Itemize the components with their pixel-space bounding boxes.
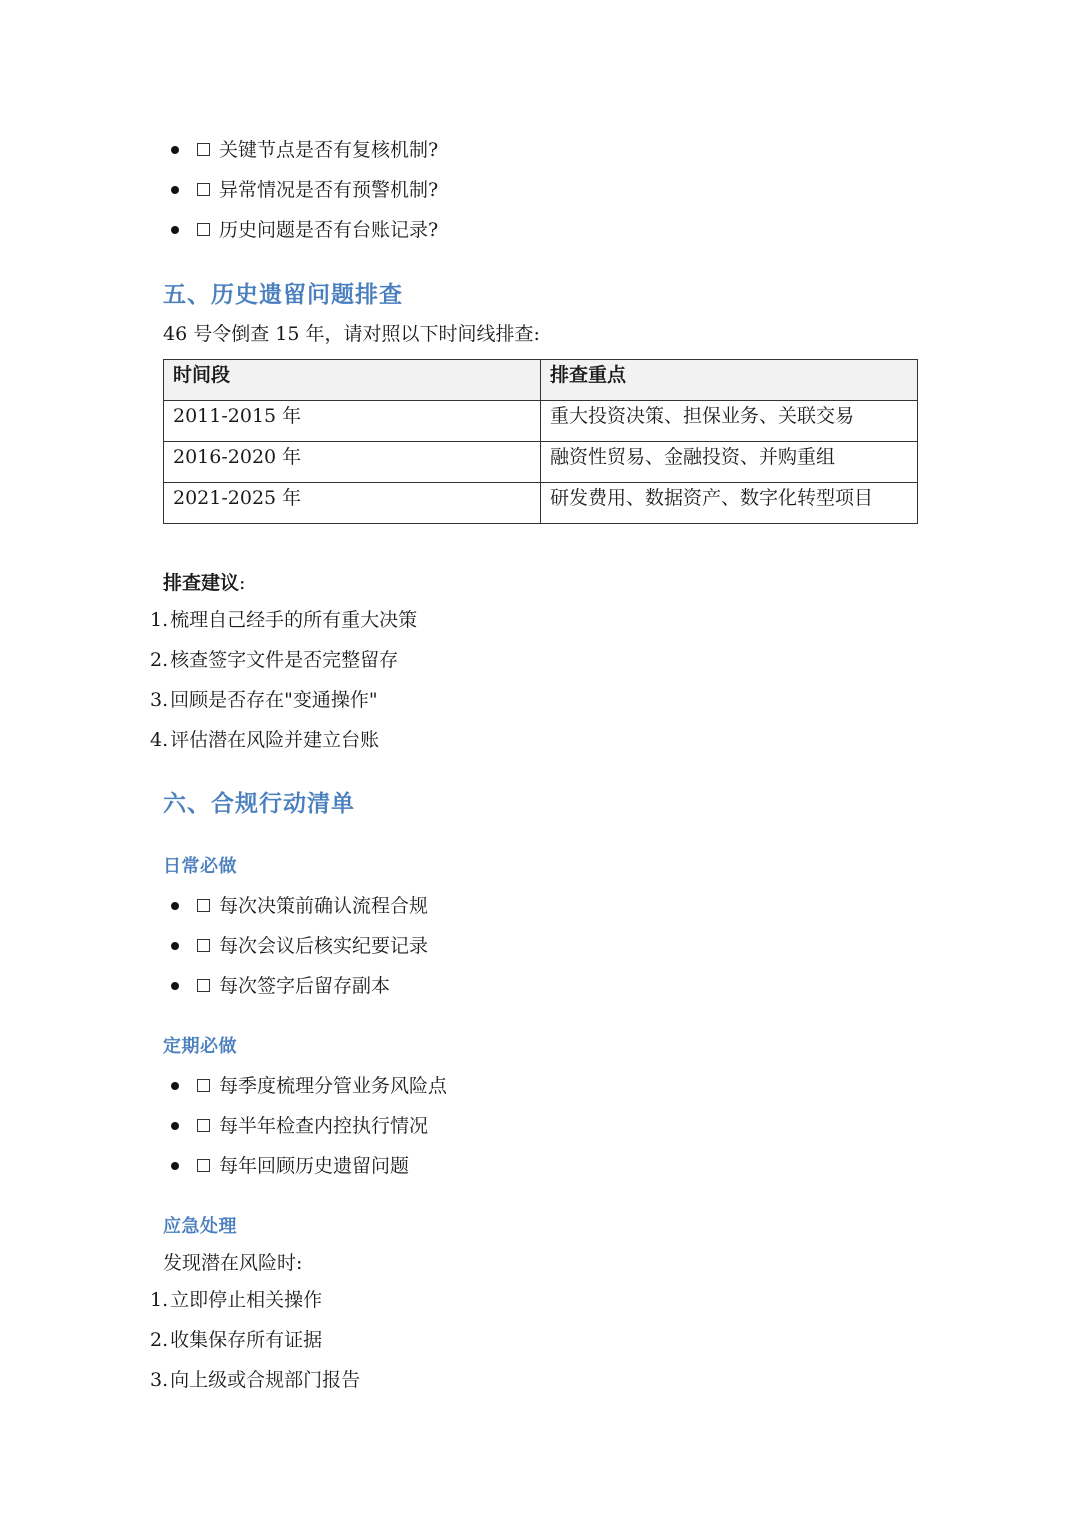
daily-checklist	[165, 886, 428, 1006]
checkbox-icon[interactable]	[197, 223, 210, 236]
table-cell-focus: 重大投资决策、担保业务、关联交易	[541, 401, 918, 442]
section5-intro: 46 号令倒查 15 年，请对照以下时间线排查:	[163, 323, 540, 345]
table-row	[164, 401, 918, 442]
checklist-item: 每次会议后核实纪要记录	[165, 926, 428, 966]
checklist-item: 关键节点是否有复核机制?	[165, 130, 438, 170]
emergency-intro: 发现潜在风险时:	[163, 1252, 303, 1274]
review-checklist	[165, 130, 438, 250]
checklist-item: 异常情况是否有预警机制?	[165, 170, 438, 210]
list-item: 3. 回顾是否存在"变通操作"	[150, 689, 378, 711]
bullet-icon	[171, 902, 179, 910]
table-cell-period: 2016-2020 年	[164, 442, 541, 483]
table-cell-focus: 融资性贸易、金融投资、并购重组	[541, 442, 918, 483]
checklist-item: 每半年检查内控执行情况	[165, 1106, 447, 1146]
section6-heading: 六、合规行动清单	[163, 791, 355, 817]
checkbox-icon[interactable]	[197, 183, 210, 196]
checkbox-icon[interactable]	[197, 143, 210, 156]
bullet-icon	[171, 942, 179, 950]
emergency-steps	[150, 1280, 360, 1400]
checkbox-icon[interactable]	[197, 1119, 210, 1132]
emergency-heading: 应急处理	[163, 1216, 237, 1237]
daily-heading: 日常必做	[163, 856, 237, 877]
checklist-item: 每次决策前确认流程合规	[165, 886, 428, 926]
advice-list	[150, 600, 417, 760]
list-item: 1. 梳理自己经手的所有重大决策	[150, 609, 418, 631]
table-header-focus: 排查重点	[541, 360, 918, 401]
bullet-icon	[171, 1162, 179, 1170]
list-item: 2. 收集保存所有证据	[150, 1329, 323, 1351]
list-item: 3. 向上级或合规部门报告	[150, 1369, 361, 1391]
section5-heading: 五、历史遗留问题排查	[163, 282, 403, 308]
list-item: 1. 立即停止相关操作	[150, 1289, 323, 1311]
bullet-icon	[171, 982, 179, 990]
table-cell-focus: 研发费用、数据资产、数字化转型项目	[541, 483, 918, 524]
table-header-period: 时间段	[164, 360, 541, 401]
bullet-icon	[171, 1082, 179, 1090]
table-cell-period: 2021-2025 年	[164, 483, 541, 524]
checkbox-icon[interactable]	[197, 1079, 210, 1092]
checklist-item: 每年回顾历史遗留问题	[165, 1146, 447, 1186]
checklist-item: 每次签字后留存副本	[165, 966, 428, 1006]
timeline-table	[163, 359, 918, 524]
periodic-checklist	[165, 1066, 447, 1186]
table-cell-period: 2011-2015 年	[164, 401, 541, 442]
bullet-icon	[171, 146, 179, 154]
table-row	[164, 483, 918, 524]
advice-label: 排查建议:	[163, 572, 246, 594]
bullet-icon	[171, 1122, 179, 1130]
table-row	[164, 442, 918, 483]
list-item: 4. 评估潜在风险并建立台账	[150, 729, 380, 751]
checklist-item: 历史问题是否有台账记录?	[165, 210, 438, 250]
bullet-icon	[171, 186, 179, 194]
checkbox-icon[interactable]	[197, 1159, 210, 1172]
checkbox-icon[interactable]	[197, 899, 210, 912]
checkbox-icon[interactable]	[197, 939, 210, 952]
periodic-heading: 定期必做	[163, 1036, 237, 1057]
bullet-icon	[171, 226, 179, 234]
checkbox-icon[interactable]	[197, 979, 210, 992]
list-item: 2. 核查签字文件是否完整留存	[150, 649, 399, 671]
table-header-row	[164, 360, 918, 401]
checklist-item: 每季度梳理分管业务风险点	[165, 1066, 447, 1106]
